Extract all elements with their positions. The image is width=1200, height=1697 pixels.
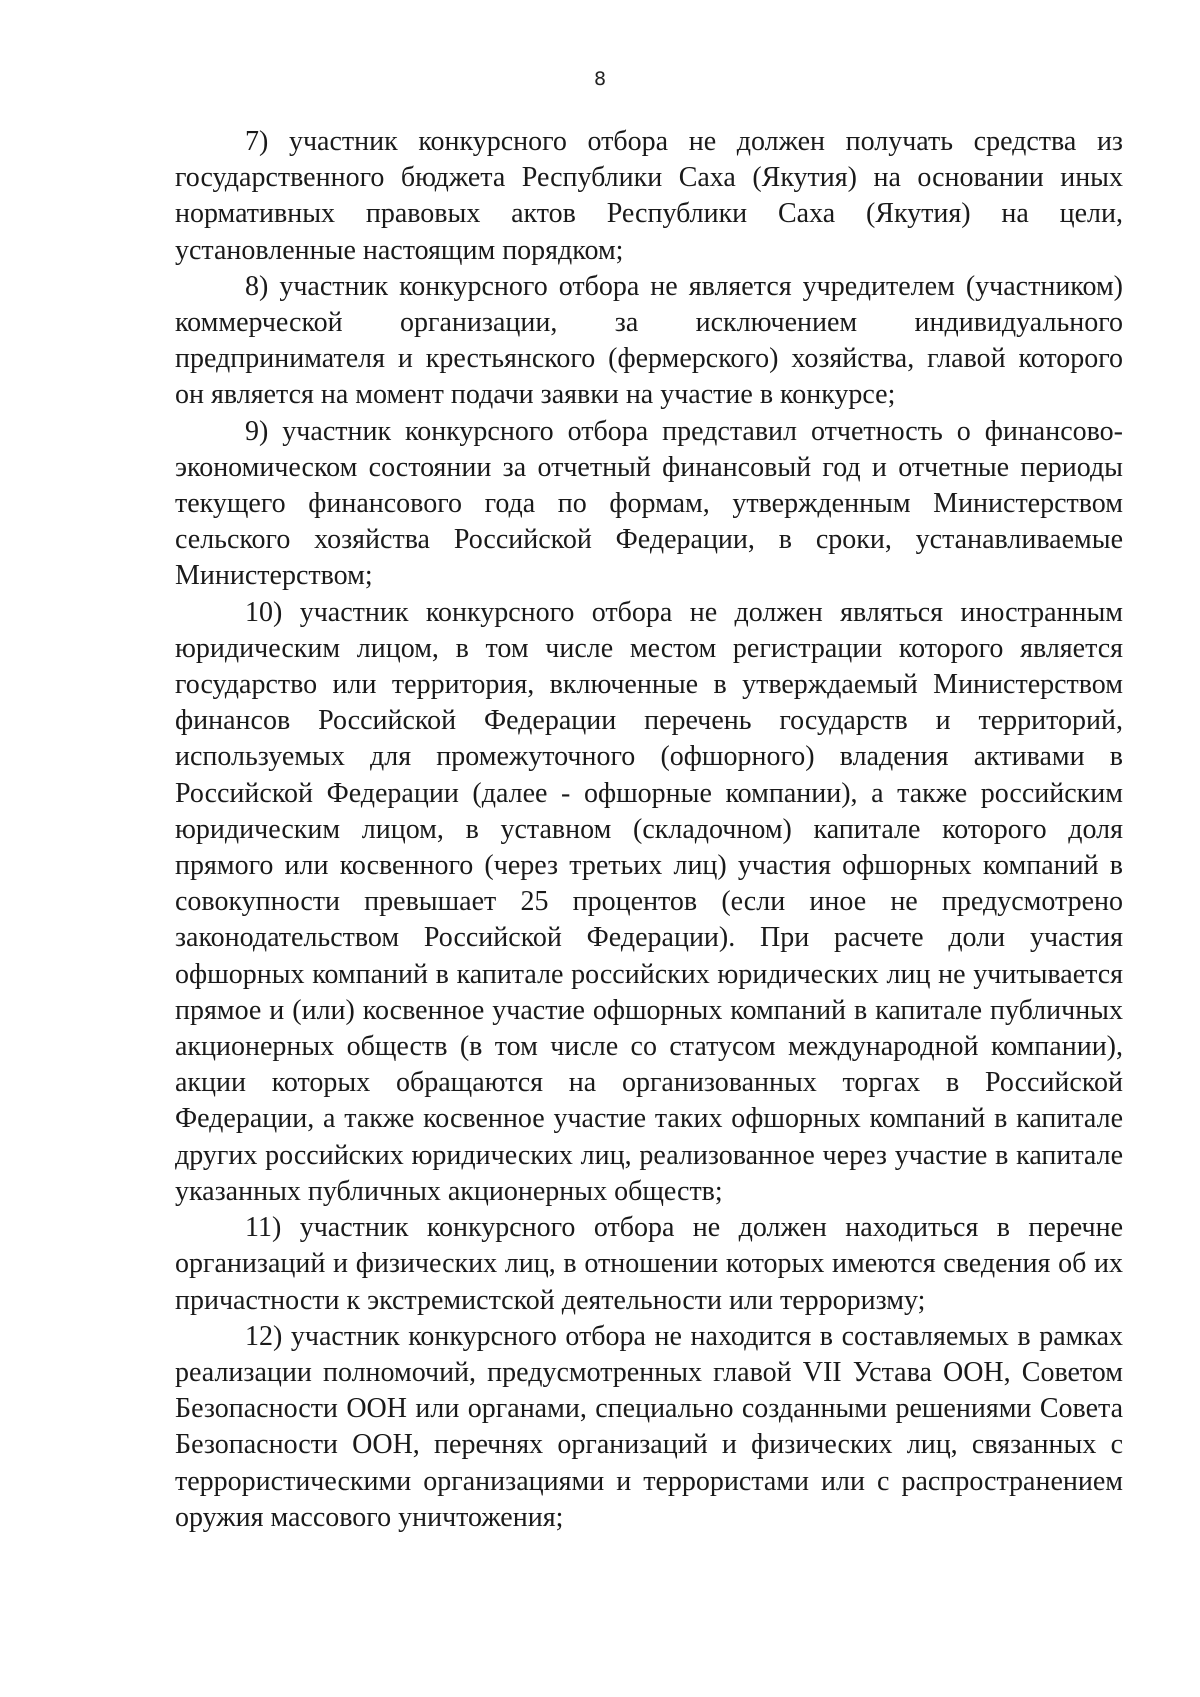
paragraph-item-7: 7) участник конкурсного отбора не должен получать средства из государственного бюджета Республики Саха (Якутия) на основании иных нормативных правовых актов Республики Саха (Якутия) на цели, установленные настоящим порядком; bbox=[175, 126, 1123, 266]
document-body bbox=[175, 124, 1123, 1536]
paragraph-item-12: 12) участник конкурсного отбора не находится в составляемых в рамках реализации полномочий, предусмотренных главой VII Устава ООН, Советом Безопасности ООН или органами, специально созданными решениями Совета Безопасности ООН, перечнях организаций и физических лиц, связанных с террористическими организациями и террористами или с распространением оружия массового уничтожения; bbox=[175, 1320, 1123, 1533]
paragraph-item-10: 10) участник конкурсного отбора не должен являться иностранным юридическим лицом, в том числе местом регистрации которого является государство или территория, включенные в утверждаемый Министерством финансов Российской Федерации перечень государств и территорий, используемых для промежуточного (офшорного) владения активами в Российской Федерации (далее - офшорные компании), а также российским юридическим лицом, в уставном (складочном) капитале которого доля прямого или косвенного (через третьих лиц) участия офшорных компаний в совокупности превышает 25 процентов (если иное не предусмотрено законодательством Российской Федерации). При расчете доли участия офшорных компаний в капитале российских юридических лиц не учитывается прямое и (или) косвенное участие офшорных компаний в капитале публичных акционерных обществ (в том числе со статусом международной компании), акции которых обращаются на организованных торгах в Российской Федерации, а также косвенное участие таких офшорных компаний в капитале других российских юридических лиц, реализованное через участие в капитале указанных публичных акционерных обществ; bbox=[175, 596, 1123, 1207]
paragraph-item-11: 11) участник конкурсного отбора не должен находиться в перечне организаций и физических лиц, в отношении которых имеются сведения об их причастности к экстремистской деятельности или терроризму; bbox=[175, 1212, 1123, 1316]
page-number: 8 bbox=[593, 68, 607, 90]
paragraph-item-8: 8) участник конкурсного отбора не является учредителем (участником) коммерческой организации, за исключением индивидуального предпринимателя и крестьянского (фермерского) хозяйства, главой которого он является на момент подачи заявки на участие в конкурсе; bbox=[175, 270, 1123, 411]
paragraph-item-9: 9) участник конкурсного отбора представил отчетность о финансово-экономическом состоянии за отчетный финансовый год и отчетные периоды текущего финансового года по формам, утвержденным Министерством сельского хозяйства Российской Федерации, в сроки, устанавливаемые Министерством; bbox=[175, 415, 1123, 592]
